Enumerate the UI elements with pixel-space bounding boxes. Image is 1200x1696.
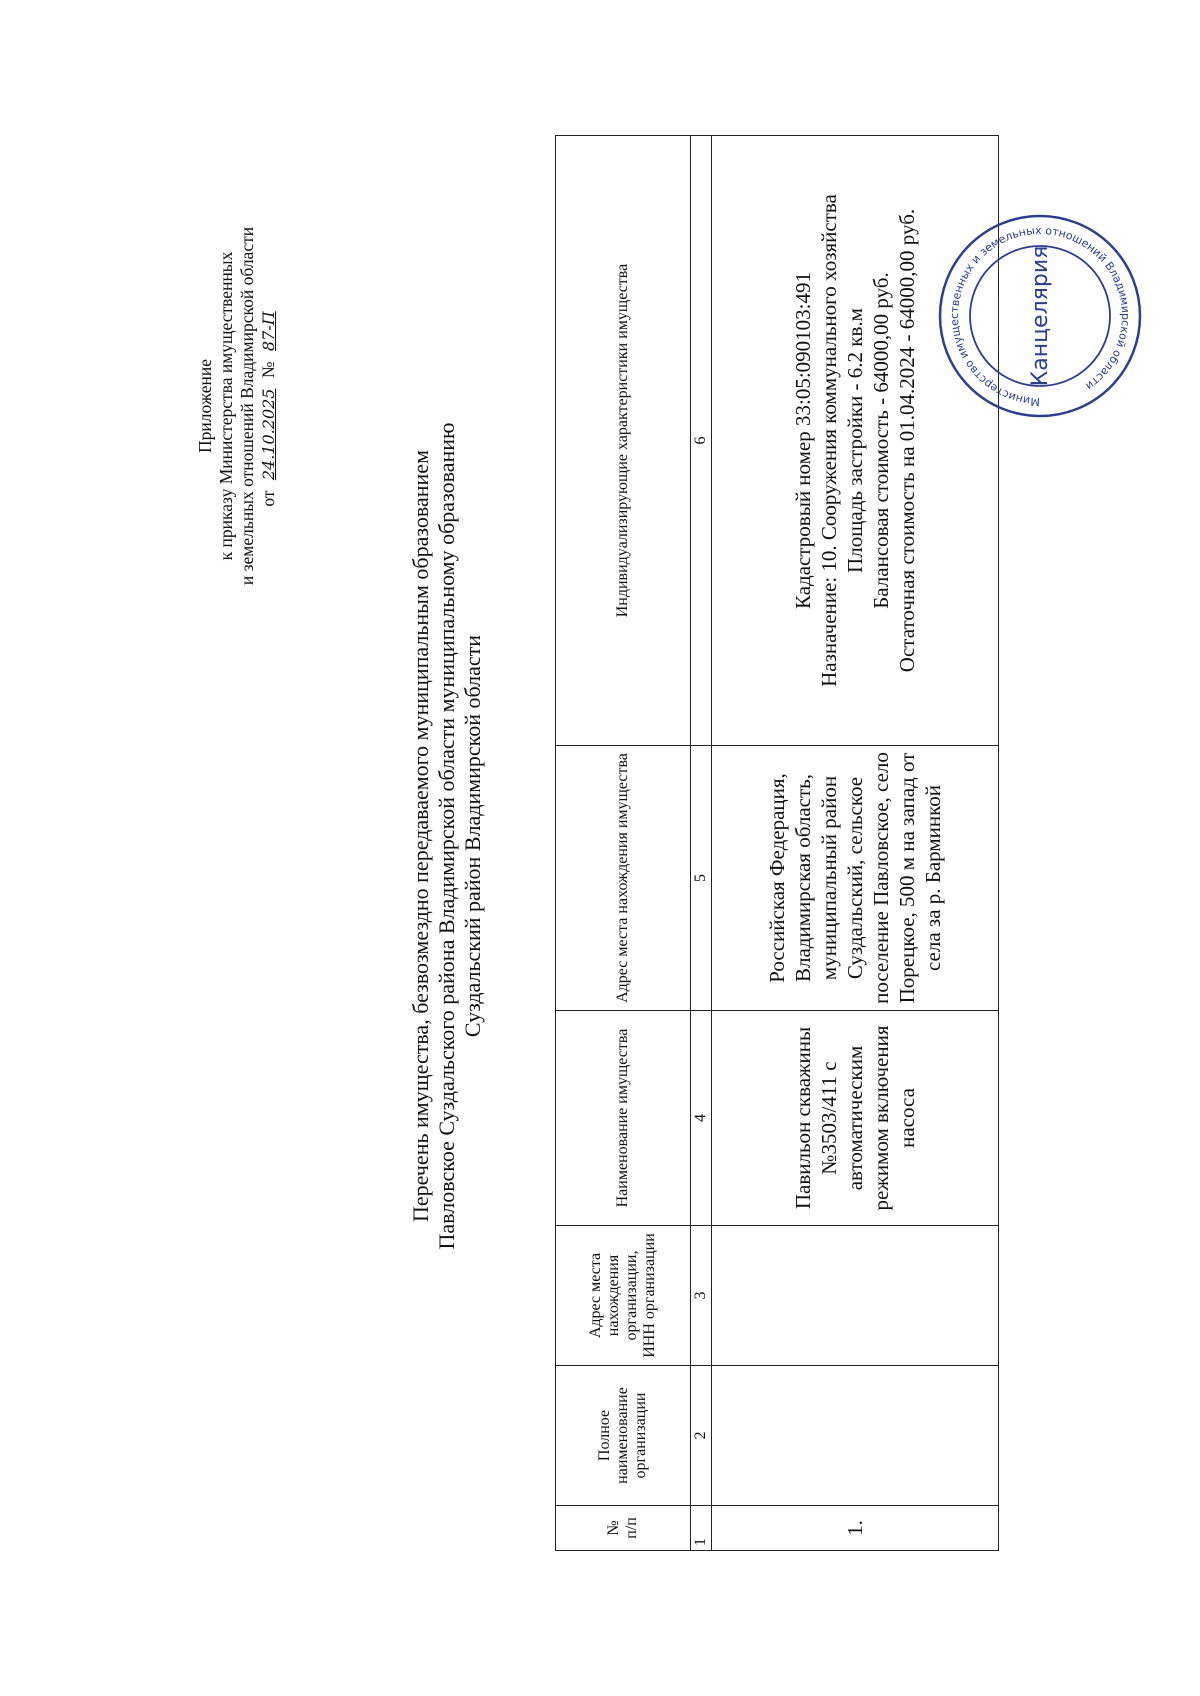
header-property-address: Адрес места нахождения имущества [556, 746, 691, 1011]
title-line-1: Перечень имущества, безвозмездно передаваемого муниципальным образованием [408, 450, 433, 1222]
date-prefix: от [258, 490, 278, 507]
appendix-order-line: к приказу Министерства имущественных [216, 251, 236, 561]
appendix-title: Приложение [195, 359, 215, 453]
stamp-center-text: Канцелярия [1028, 245, 1053, 387]
row-property-name: Павильон скважины №3503/411 с автоматическим режимом включения насоса [712, 1011, 999, 1226]
header-number: № п/п [556, 1506, 691, 1551]
column-number-row [691, 136, 712, 1551]
column-number: 4 [691, 1011, 712, 1226]
office-stamp [935, 211, 1145, 421]
appendix-block [195, 146, 279, 666]
title-line-3: Суздальский район Владимирской области [460, 634, 485, 1038]
order-date: 24.10.2025 [259, 388, 278, 481]
balance-value: Балансовая стоимость - 64000,00 руб. [869, 272, 893, 609]
title-line-2: Павловское Суздальского района Владимирской области муниципальному образованию [434, 422, 459, 1250]
residual-value: Остаточная стоимость на 01.04.2024 - 64000,00 руб. [895, 208, 919, 673]
purpose: Назначение: 10. Сооружения коммунального хозяйства [817, 194, 841, 687]
appendix-date-line [258, 305, 279, 506]
column-number: 5 [691, 746, 712, 1011]
header-property-name: Наименование имущества [556, 1011, 691, 1226]
column-number: 2 [691, 1366, 712, 1506]
row-org-name [712, 1366, 999, 1506]
stamp-ring-text: Министерство имущественных и земельных отношений Владимирской области [947, 223, 1133, 409]
property-table [555, 135, 999, 1551]
column-number: 1 [691, 1506, 712, 1551]
header-org-name: Полное наименование организации [556, 1366, 691, 1506]
row-property-address: Российская Федерация, Владимирская область, муниципальный район Суздальский, сельское поселение Павловское, село Порецкое, 500 м на запад от села за р. Барминкой [712, 746, 999, 1011]
table-header-row [556, 136, 691, 1551]
row-number: 1. [712, 1506, 999, 1551]
order-number: 87-П [259, 311, 278, 352]
header-org-address: Адрес места нахождения организации, ИНН организации [556, 1226, 691, 1366]
header-characteristics: Индивидуализирующие характеристики имущества [556, 136, 691, 746]
built-area: Площадь застройки - 6.2 кв.м [843, 308, 867, 573]
document-title [408, 136, 486, 1536]
number-prefix: № [258, 361, 278, 379]
column-number: 6 [691, 136, 712, 746]
appendix-ministry-line: и земельных отношений Владимирской области [237, 226, 257, 586]
row-org-address [712, 1226, 999, 1366]
cadastral-number: Кадастровый номер 33:05:090103:491 [791, 271, 815, 610]
column-number: 3 [691, 1226, 712, 1366]
